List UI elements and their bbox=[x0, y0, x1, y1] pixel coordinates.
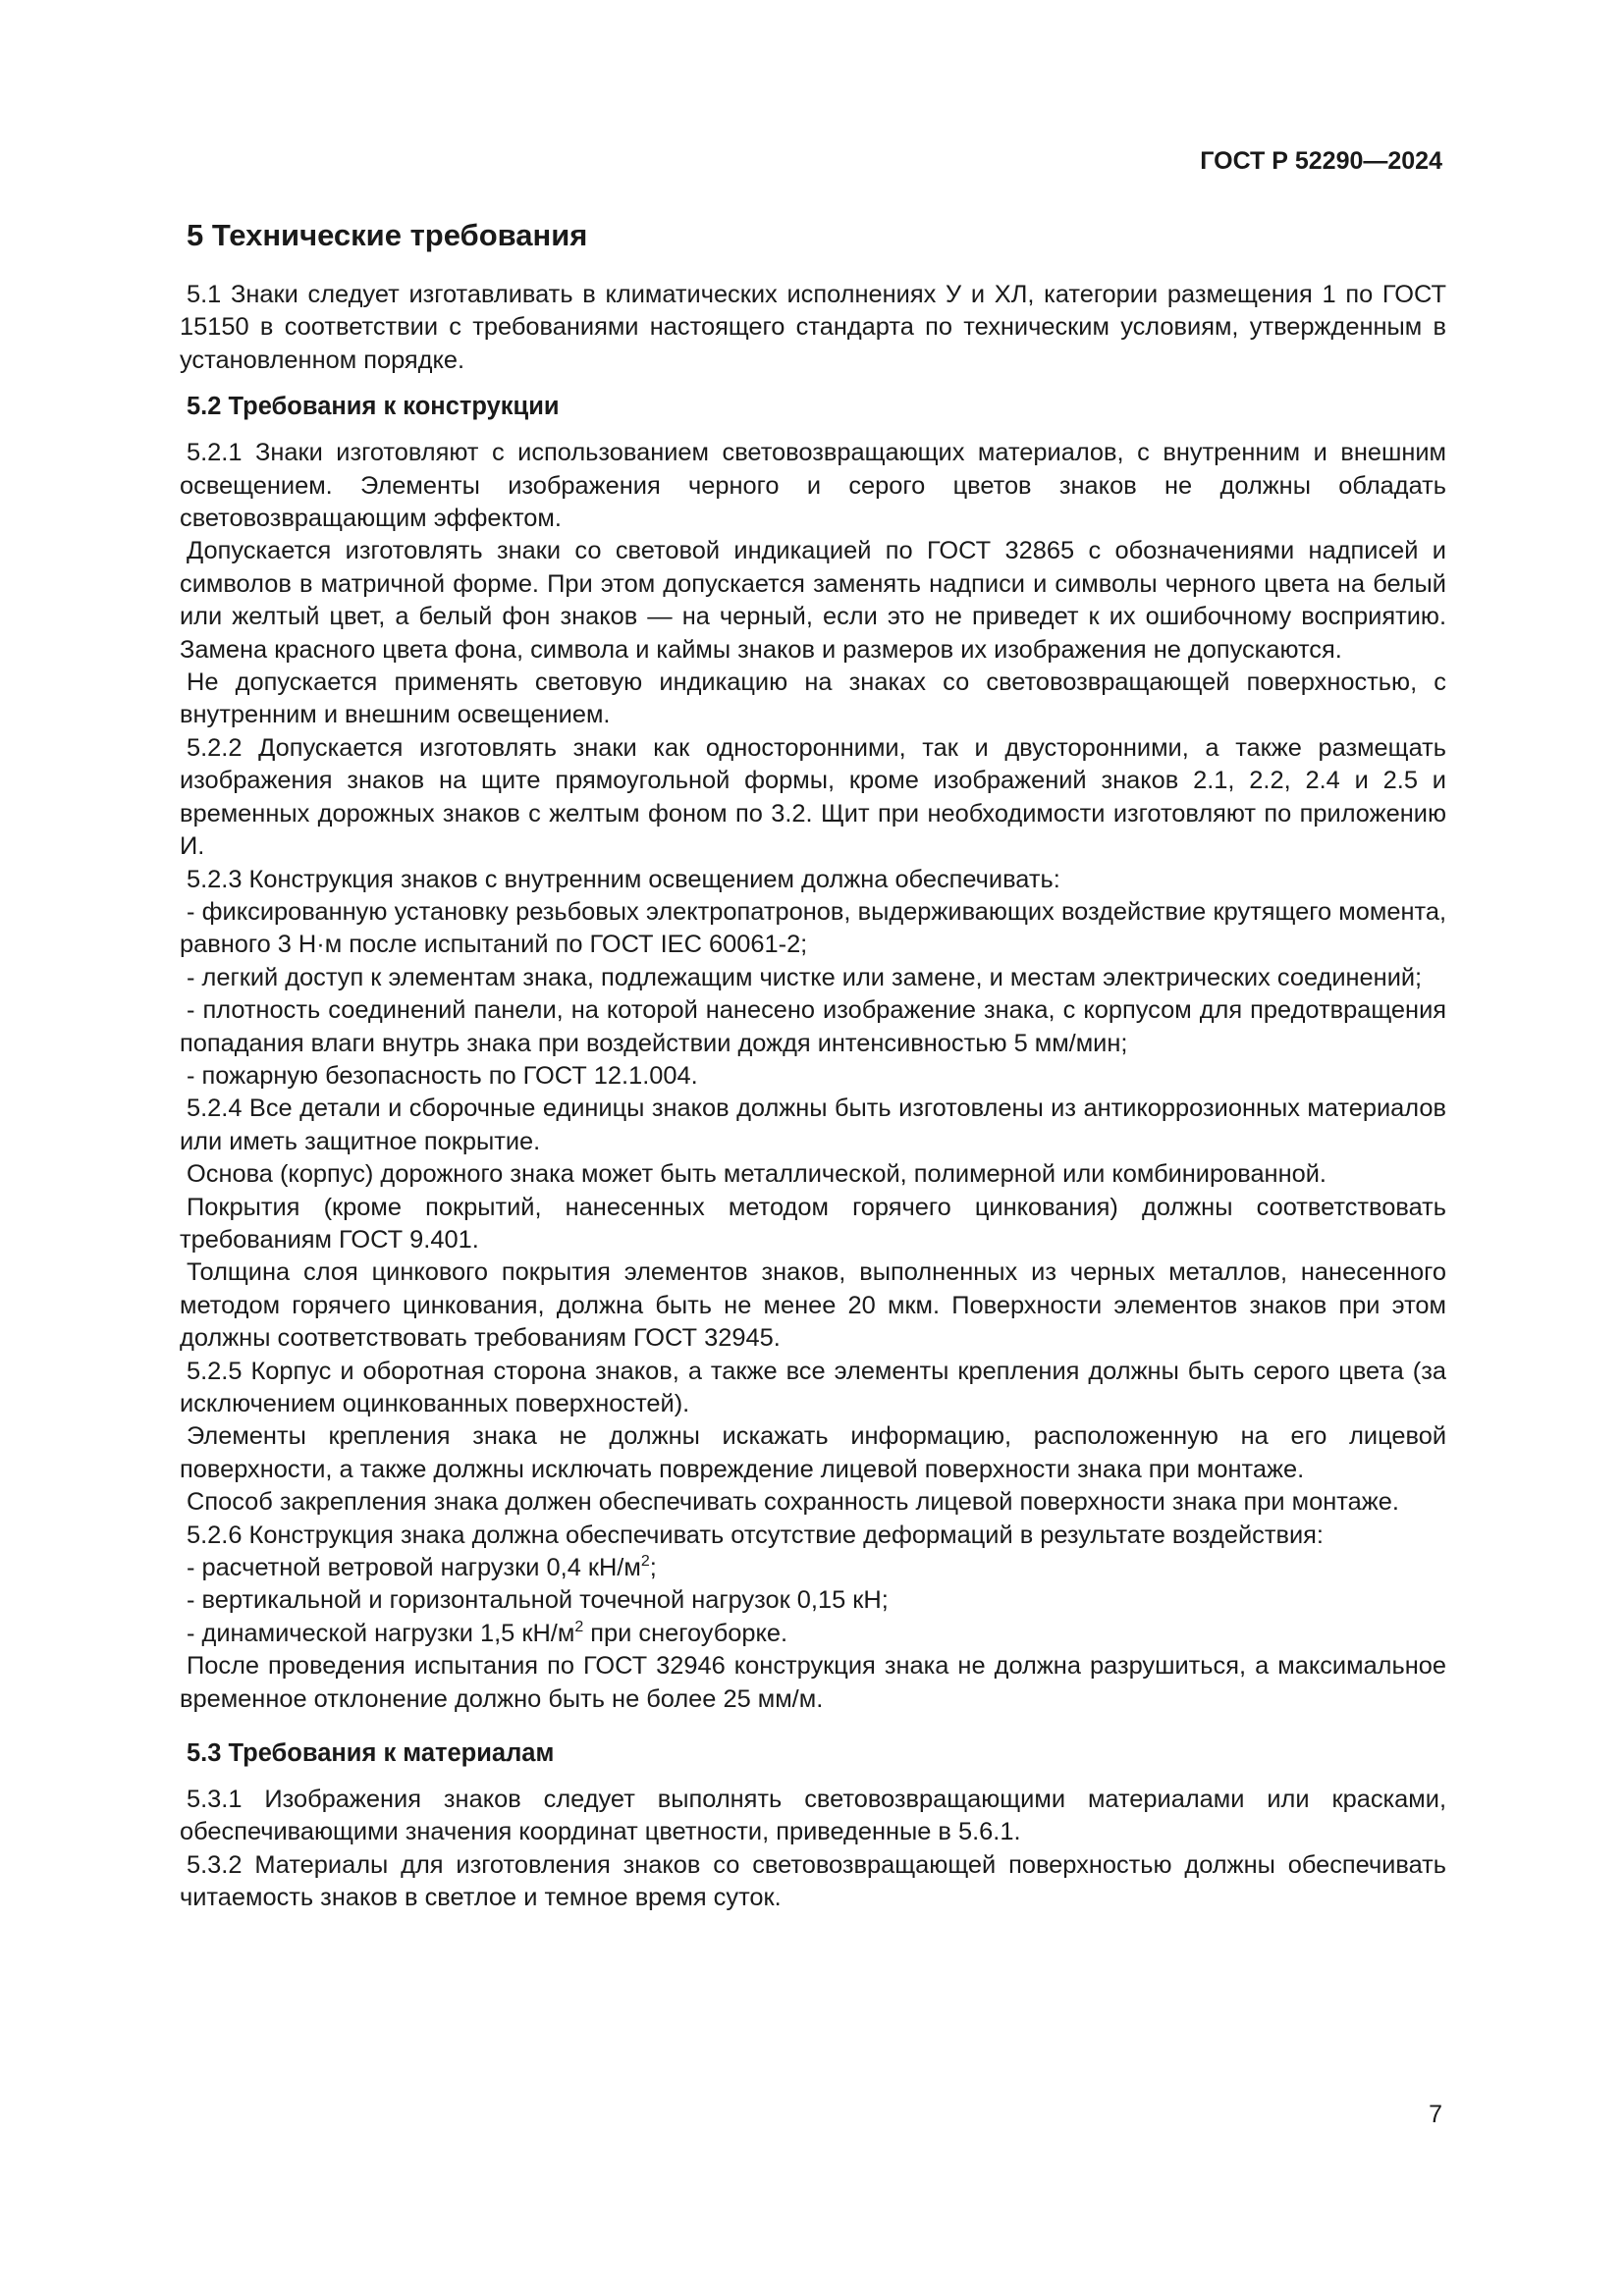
paragraph-5-2-4-b: Основа (корпус) дорожного знака может быть металлической, полимерной или комбинированной. bbox=[187, 1160, 1326, 1189]
paragraph-5-2-5: 5.2.5 Корпус и оборотная сторона знаков, а также все элементы крепления должны быть серого цвета (за исключением оцинкованных поверхностей). bbox=[180, 1357, 1446, 1417]
paragraph-5-3-1: 5.3.1 Изображения знаков следует выполнять световозвращающими материалами или красками, обеспечивающими значения координат цветности, приведенные в 5.6.1. bbox=[180, 1786, 1446, 1846]
paragraph-5-2-5-c: Способ закрепления знака должен обеспечивать сохранность лицевой поверхности знака при монтаже. bbox=[187, 1488, 1399, 1517]
list-item-text: при снегоуборке. bbox=[583, 1619, 788, 1647]
list-item-text: ; bbox=[649, 1554, 657, 1582]
paragraph-5-2-4: 5.2.4 Все детали и сборочные единицы знаков должны быть изготовлены из антикоррозионных материалов или иметь защитное покрытие. bbox=[180, 1095, 1446, 1155]
paragraph-5-2-6: 5.2.6 Конструкция знака должна обеспечивать отсутствие деформаций в результате воздействия: bbox=[187, 1521, 1324, 1549]
paragraph-5-2-4-d: Толщина слоя цинкового покрытия элементов знаков, выполненных из черных металлов, нанесенного методом горячего цинкования, должна быть не менее 20 мкм. Поверхности элементов знаков при этом должны соответствовать требованиям ГОСТ 32945. bbox=[180, 1258, 1446, 1353]
paragraph-5-2-1-b: Допускается изготовлять знаки со световой индикацией по ГОСТ 32865 с обозначениями надписей и символов в матричной форме. При этом допускается заменять надписи и символы черного цвета на белый или желтый цвет, а белый фон знаков — на черный, если это не приведет к их ошибочному восприятию. Замена красного цвета фона, символа и каймы знаков и размеров их изображения не допускаются. bbox=[180, 537, 1446, 664]
paragraph-5-2-4-c: Покрытия (кроме покрытий, нанесенных методом горячего цинкования) должны соответствовать требованиям ГОСТ 9.401. bbox=[180, 1193, 1446, 1254]
paragraph-5-2-5-b: Элементы крепления знака не должны искажать информацию, расположенную на его лицевой поверхности, а также должны исключать повреждение лицевой поверхности знака при монтаже. bbox=[180, 1422, 1446, 1483]
page-number: 7 bbox=[1429, 2101, 1442, 2128]
section-title: 5 Технические требования bbox=[187, 218, 588, 252]
list-item bbox=[180, 1618, 1446, 1650]
list-item: - легкий доступ к элементам знака, подлежащим чистке или замене, и местам электрических соединений; bbox=[187, 963, 1423, 991]
paragraph-5-2-1: 5.2.1 Знаки изготовляют с использованием световозвращающих материалов, с внутренним и внешним освещением. Элементы изображения черного и серого цветов знаков не должны обладать световозвращающим эффектом. bbox=[180, 439, 1446, 533]
paragraph-5-1: 5.1 Знаки следует изготавливать в климатических исполнениях У и ХЛ, категории размещения 1 по ГОСТ 15150 в соответствии с требованиями настоящего стандарта по техническим условиям, утвержденным в установленном порядке. bbox=[180, 281, 1446, 374]
document-id: ГОСТ Р 52290—2024 bbox=[1200, 147, 1442, 175]
paragraph-5-2-1-c: Не допускается применять световую индикацию на знаках со световозвращающей поверхностью, с внутренним и внешним освещением. bbox=[180, 668, 1446, 729]
list-item: - плотность соединений панели, на которой нанесено изображение знака, с корпусом для предотвращения попадания влаги внутрь знака при воздействии дождя интенсивностью 5 мм/мин; bbox=[180, 996, 1446, 1057]
list-item: - пожарную безопасность по ГОСТ 12.1.004. bbox=[187, 1061, 698, 1090]
paragraph-5-2-6-d: После проведения испытания по ГОСТ 32946 конструкция знака не должна разрушиться, а максимальное временное отклонение должно быть не более 25 мм/м. bbox=[180, 1652, 1446, 1713]
superscript: 2 bbox=[574, 1618, 584, 1635]
list-item bbox=[180, 1552, 1446, 1584]
paragraph-5-2-3: 5.2.3 Конструкция знаков с внутренним освещением должна обеспечивать: bbox=[187, 865, 1060, 893]
page-content bbox=[180, 216, 1446, 1915]
paragraph-5-3-2: 5.3.2 Материалы для изготовления знаков со световозвращающей поверхностью должны обеспечивать читаемость знаков в светлое и темное время суток. bbox=[180, 1850, 1446, 1912]
subsection-title-5-3: 5.3 Требования к материалам bbox=[187, 1739, 555, 1768]
list-item-text: - расчетной ветровой нагрузки 0,4 кН/м bbox=[187, 1554, 641, 1582]
list-item: - фиксированную установку резьбовых электропатронов, выдерживающих воздействие крутящего момента, равного 3 Н·м после испытаний по ГОСТ IEC 60061-2; bbox=[180, 897, 1446, 959]
paragraph-5-2-2: 5.2.2 Допускается изготовлять знаки как односторонними, так и двусторонними, а также размещать изображения знаков на щите прямоугольной формы, кроме изображений знаков 2.1, 2.2, 2.4 и 2.5 и временных дорожных знаков с желтым фоном по 3.2. Щит при необходимости изготовляют по приложению И. bbox=[180, 733, 1446, 861]
subsection-title-5-2: 5.2 Требования к конструкции bbox=[187, 393, 560, 421]
list-item-text: - динамической нагрузки 1,5 кН/м bbox=[187, 1619, 575, 1647]
list-item: - вертикальной и горизонтальной точечной нагрузок 0,15 кН; bbox=[187, 1586, 889, 1615]
superscript: 2 bbox=[640, 1553, 650, 1571]
